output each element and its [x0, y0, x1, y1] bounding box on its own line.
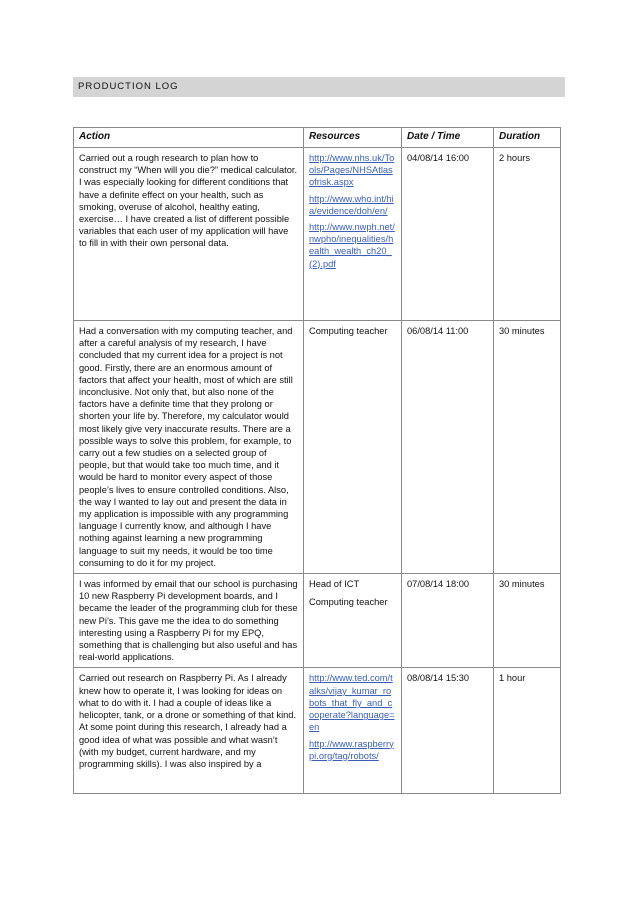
date-cell: 04/08/14 16:00 — [402, 148, 494, 321]
duration-cell: 1 hour — [494, 668, 561, 794]
duration-cell: 2 hours — [494, 148, 561, 321]
resource-link[interactable]: http://www.who.int/hia/evidence/doh/en/ — [309, 193, 394, 216]
action-cell: Carried out research on Raspberry Pi. As I already knew how to operate it, I was looking for ideas on what to do with it. I had a couple of ideas like a helicopter, tank, or a drone or something of that kind. At some point during this research, I already had a good idea of what was possible and what wasn’t (with my budget, current hardware, and my programming skills). I was also inspired by a — [74, 668, 304, 794]
header-resources: Resources — [304, 128, 402, 148]
date-cell: 07/08/14 18:00 — [402, 574, 494, 668]
table-row — [74, 148, 561, 321]
resource-link[interactable]: http://www.nwph.net/nwpho/inequalities/health_wealth_ch20_(2).pdf — [309, 222, 395, 269]
date-cell: 08/08/14 15:30 — [402, 668, 494, 794]
action-cell: I was informed by email that our school is purchasing 10 new Raspberry Pi development boards, and I became the leader of the programming club for these new Pi’s. This gave me the idea to do something interesting using a Raspberry Pi for my EPQ, something that is challenging but also useful and has real-world applications. — [74, 574, 304, 668]
date-cell: 06/08/14 11:00 — [402, 321, 494, 574]
duration-cell: 30 minutes — [494, 321, 561, 574]
resource-link[interactable]: http://www.raspberrypi.org/tag/robots/ — [309, 738, 394, 761]
action-cell: Had a conversation with my computing teacher, and after a careful analysis of my research, I have concluded that my current idea for a project is not good. Firstly, there are an enormous amount of factors that affect your health, most of which are still inconclusive. Not only that, but also none of the factors have a definite time that they prolong or shorten your life by. Therefore, my calculator would most likely give very inaccurate results. There are a possible ways to solve this problem, for example, to carry out a few studies on a selected group of people, but that would take too much time, and it would be hard to monitor every aspect of those people’s lives to ensure controlled conditions. Also, the way I wanted to lay out and present the data in my application is impossible with any programming language I currently know, and although I have nothing against learning a new programming language to suit my needs, it would be too time consuming to do it for my project. — [74, 321, 304, 574]
resource-text: Computing teacher — [309, 326, 388, 336]
resource-link[interactable]: http://www.nhs.uk/Tools/Pages/NHSAtlasofrisk.aspx — [309, 153, 395, 188]
resource-text: Computing teacher — [309, 597, 388, 608]
resources-cell — [304, 574, 402, 668]
header-duration: Duration — [494, 128, 561, 148]
table-row — [74, 574, 561, 668]
duration-cell: 30 minutes — [494, 574, 561, 668]
resources-cell — [304, 321, 402, 574]
table-row — [74, 321, 561, 574]
resource-text: Head of ICT — [309, 579, 360, 590]
section-title: PRODUCTION LOG — [73, 77, 565, 97]
header-action: Action — [74, 128, 304, 148]
resources-cell — [304, 148, 402, 321]
action-cell: Carried out a rough research to plan how to construct my “When will you die?” medical calculator. I was especially looking for different conditions that have a definite effect on your health, such as smoking, overuse of alcohol, healthy eating, exercise… I have created a list of different possible variables that each user of my application will have to fill in with their own personal data. — [74, 148, 304, 321]
resources-cell — [304, 668, 402, 794]
resource-link[interactable]: http://www.ted.com/talks/vijay_kumar_robots_that_fly_and_cooperate?language=en — [309, 673, 395, 733]
header-date-time: Date / Time — [402, 128, 494, 148]
table-header-row — [74, 128, 561, 148]
table-row — [74, 668, 561, 794]
production-log-table — [73, 127, 561, 794]
